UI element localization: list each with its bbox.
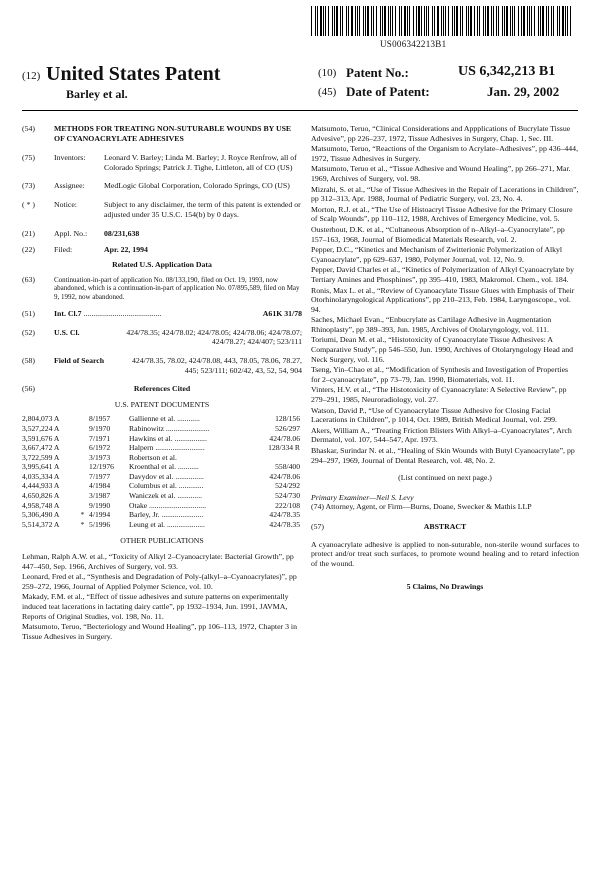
barcode-bar: [340, 6, 341, 36]
patent-inventor: Leung et al. ....................: [129, 519, 205, 529]
barcode-bar: [531, 6, 532, 36]
patent-date: Jan. 29, 2002: [487, 84, 560, 99]
barcode-bar: [527, 6, 528, 36]
barcode-bar: [342, 6, 343, 36]
patent-row: [22, 462, 302, 472]
related-heading: Related U.S. Application Data: [112, 260, 212, 270]
abstract-num: (57): [311, 521, 324, 531]
patent-row: [22, 434, 302, 444]
attorney: (74) Attorney, Agent, or Firm—Burns, Doane, Swecker & Mathis LLP: [311, 502, 532, 512]
field-56: (56) References Cited: [22, 384, 302, 394]
barcode-bar: [529, 6, 530, 36]
patent-class: [252, 453, 302, 463]
header-rule: [22, 110, 578, 111]
patent-class: 424/78.35: [269, 519, 300, 529]
barcode-bar: [376, 6, 377, 36]
publication-entry: Matsumoto, Teruo et al., “Tissue Adhesive and Wound Healing”, pp 266–271, Mar. 1969, Archives of Surgery, vol. 98.: [311, 164, 571, 183]
patent-row: [22, 414, 302, 424]
field-73: (73) Assignee: MedLogic Global Corporation, Colorado Springs, CO (US): [22, 181, 302, 191]
patent-flag: [80, 434, 89, 444]
publication-entry: Akers, William A., “Treating Friction Blisters With Alkyl–a–Cyanoacrylates”, Arch Dermatol, vol. 107, 544–547, Apr. 1973.: [311, 425, 572, 445]
patent-date: 3/1973: [89, 452, 111, 462]
barcode-bar: [392, 6, 393, 36]
patent-flag: [80, 462, 89, 472]
barcode-bar: [506, 6, 508, 36]
field-63: (63) Continuation-in-part of application No. 08/133,190, filed on Oct. 19, 1993, now abandoned, which is a continuation-in-part of application No. 07/895,589, filed on May 9, 1992, now abandoned.: [22, 276, 302, 301]
patent-inventor: Rabinowitz .......................: [129, 423, 210, 433]
barcode-bar: [567, 6, 568, 36]
inventors-short: Barley et al.: [66, 87, 128, 101]
barcode-bar: [460, 6, 461, 36]
barcode-bar: [538, 6, 539, 36]
tag-45: (45): [318, 86, 337, 98]
barcode-bar: [540, 6, 541, 36]
us-patents-heading: U.S. PATENT DOCUMENTS: [114, 399, 210, 409]
patent-number: 4,035,334 A: [22, 471, 60, 481]
patent-title: United States Patent: [46, 63, 221, 85]
barcode-bar: [432, 6, 433, 36]
field-22: (22) Filed: Apr. 22, 1994: [22, 245, 302, 255]
us-patent-table: [22, 414, 302, 529]
barcode-bar: [325, 6, 326, 36]
barcode-bar: [317, 6, 318, 36]
patent-flag: *: [80, 510, 85, 520]
patent-flag: [80, 491, 89, 501]
barcode-bar: [462, 6, 463, 36]
barcode-bar: [456, 6, 458, 36]
right-publications: [311, 124, 579, 465]
continuation-text: Continuation-in-part of application No. 08/133,190, filed on Oct. 19, 1993, now abandoned, which is a continuation-in-part of application No. 07/895,589, filed on May 9, 1992, now abandoned.: [54, 275, 300, 301]
barcode-bar: [452, 6, 453, 36]
us-cl: 424/78.35; 424/78.02; 424/78.05; 424/78.06; 424/78.07; 424/78.27; 424/407; 523/111: [126, 327, 302, 347]
patent-row: [22, 443, 302, 453]
patent-class: 222/108: [275, 500, 300, 510]
barcode-bar: [434, 6, 435, 36]
barcode-bar: [570, 6, 571, 36]
barcode-number: US006342213B1: [380, 39, 447, 49]
barcode-bar: [559, 6, 560, 36]
barcode-bar: [363, 6, 364, 36]
invention-title: METHODS FOR TREATING NON-SUTURABLE WOUNDS BY USE OF CYANOACRYLATE ADHESIVES: [54, 124, 292, 143]
barcode-bar: [428, 6, 429, 36]
barcode-bar: [502, 6, 503, 36]
barcode-bar: [371, 6, 372, 36]
patent-class: 424/78.35: [269, 510, 300, 520]
publication-entry: Makady, F.M. et al., “Effect of tissue adhesives and suture patterns on experimentally induced teat lacerations in lactating dairy cattle”, pp 1932–1934, Jun. 1991, JAVMA, Reports of Original Studies, vol. 198, No. 11.: [22, 592, 289, 621]
patent-number: 4,958,748 A: [22, 500, 60, 510]
field-75: (75) Inventors: Leonard V. Barley; Linda M. Barley; J. Royce Renfrow, all of Colorado Springs; Patrick J. Tighe, Littleton, all of CO (US): [22, 153, 302, 172]
inventors: Leonard V. Barley; Linda M. Barley; J. Royce Renfrow, all of Colorado Springs; Patrick J. Tighe, Littleton, all of CO (US): [104, 153, 297, 172]
patent-class: 524/292: [275, 481, 300, 491]
publication-entry: Bhaskar, Surindar N. et al., “Healing of Skin Wounds with Butyl Cyanoacrylate”, pp 294–297, 1969, Journal of Dental Research, vol. 48, No. 2.: [311, 446, 575, 465]
barcode-bar: [485, 6, 486, 36]
barcode: [311, 6, 576, 36]
barcode-bar: [365, 6, 366, 36]
abstract-text: A cyanoacrylate adhesive is applied to non-suturable, non-sterile wound surfaces to protect and/or treat such surfaces, to promote wound healing and to retard infection of the wound.: [311, 539, 579, 568]
patent-class: 128/156: [275, 414, 300, 424]
tag-10: (10): [318, 67, 337, 79]
barcode-bar: [493, 6, 494, 36]
barcode-bar: [510, 6, 511, 36]
claims-summary: 5 Claims, No Drawings: [406, 582, 484, 592]
patent-row: [22, 491, 302, 501]
barcode-bar: [401, 6, 402, 36]
barcode-bar: [491, 6, 492, 36]
barcode-bar: [470, 6, 472, 36]
publication-entry: Vinters, H.V. et al., “The Histotoxicity of Cyanoacrylate: A Selective Review”, pp 279–291, 1985, Neuroradiology, vol. 27.: [311, 385, 567, 405]
patent-date: 5/1996: [89, 519, 111, 529]
barcode-bar: [468, 6, 469, 36]
barcode-bar: [551, 6, 552, 36]
patent-number: 3,527,224 A: [22, 423, 60, 433]
patent-date: 7/1977: [89, 471, 111, 481]
publication-entry: Tseng, Yin–Chao et al., “Modification of Synthesis and Investigation of Properties for 2–cyanoacrylate”, pp 73–79, Jan. 1990, Biomaterials, vol. 11.: [311, 365, 569, 384]
barcode-bar: [404, 6, 406, 36]
publication-entry: Matsumoto, Teruo, “Reactions of the Organism to Acrylate–Adhesives”, pp 436–444, 1972, Tissue Adhesives in Surgery.: [311, 144, 579, 163]
publication-entry: Ronis, Max L. et al., “Review of Cyanoacylate Tissue Glues with Emphasis of Their Otorhinolaryngological Applications”, pp 210–213, Feb. 1984, Laryngoscope., vol. 94.: [311, 285, 575, 314]
barcode-bar: [504, 6, 505, 36]
barcode-bar: [534, 6, 535, 36]
barcode-bar: [514, 6, 515, 36]
barcode-bar: [441, 6, 442, 36]
patent-number: 4,444,933 A: [22, 481, 60, 491]
barcode-bar: [380, 6, 381, 36]
left-column: [22, 124, 302, 642]
barcode-bar: [424, 6, 425, 36]
barcode-bar: [548, 6, 549, 36]
barcode-bar: [477, 6, 478, 36]
notice: Subject to any disclaimer, the term of this patent is extended or adjusted under 35 U.S.C. 154(b) by 0 days.: [104, 199, 301, 219]
patent-date: 6/1972: [89, 443, 111, 453]
barcode-bar: [496, 6, 497, 36]
patent-row: [22, 520, 302, 530]
barcode-bar: [348, 6, 349, 36]
right-column: [311, 124, 579, 592]
field-21: (21) Appl. No.: 08/231,638: [22, 229, 302, 239]
patent-class: 128/334 R: [268, 443, 300, 453]
barcode-bar: [346, 6, 347, 36]
barcode-bar: [421, 6, 422, 36]
patent-flag: [80, 424, 89, 434]
patent-number: 3,667,472 A: [22, 443, 60, 453]
patent-inventor: Barley, Jr. ......................: [129, 510, 204, 520]
patent-number: 5,306,490 A: [22, 510, 60, 520]
barcode-bar: [395, 6, 396, 36]
field-52: (52) U.S. Cl. 424/78.35; 424/78.02; 424/78.05; 424/78.06; 424/78.07; 424/78.27; 424/407; 523/111: [22, 327, 302, 347]
barcode-bar: [557, 6, 558, 36]
barcode-bar: [448, 6, 449, 36]
patent-class: 424/78.06: [269, 471, 300, 481]
barcode-bar: [418, 6, 420, 36]
barcode-bar: [390, 6, 391, 36]
patent-number: 2,804,073 A: [22, 414, 60, 424]
barcode-bar: [445, 6, 446, 36]
patent-class: 526/297: [275, 423, 300, 433]
patent-inventor: Robertson et al.: [129, 452, 177, 462]
references-heading: References Cited: [133, 384, 191, 394]
patent-row: [22, 510, 302, 520]
patent-flag: *: [80, 519, 85, 529]
barcode-bar: [320, 6, 322, 36]
patent-date: 12/1976: [89, 462, 114, 472]
list-continued: (List continued on next page.): [398, 473, 492, 483]
field-notice: ( * ) Notice: Subject to any disclaimer, the term of this patent is extended or adjusted under 35 U.S.C. 154(b) by 0 days.: [22, 199, 301, 219]
patent-number: 3,995,641 A: [22, 462, 60, 472]
field-58: (58) Field of Search 424/78.35, 78.02, 424/78.08, 443, 78.05, 78.06, 78.27, 445; 523/111; 602/42, 43, 52, 54, 904: [22, 355, 302, 375]
patent-inventor: Otake ..............................: [129, 500, 206, 510]
patent-flag: [80, 414, 89, 424]
patent-row: [22, 472, 302, 482]
barcode-bar: [518, 6, 519, 36]
patent-date: 4/1994: [89, 510, 111, 520]
assignee: MedLogic Global Corporation, Colorado Springs, CO (US): [104, 181, 290, 191]
barcode-bar: [498, 6, 499, 36]
barcode-bar: [466, 6, 467, 36]
publication-entry: Mizrahi, S. et al., “Use of Tissue Adhesives in the Repair of Lacerations in Children”, pp 312–313, Apr. 1988, Journal of Pediatric Surgery, vol. 23, No. 4.: [311, 184, 579, 204]
barcode-bar: [357, 6, 358, 36]
patent-inventor: Davydov et al. ...............: [129, 471, 204, 481]
publication-entry: Morton, R.J. et al., “The Use of Histoacryl Tissue Adhesive for the Primary Closure of Scalp Wounds”, pp 110–112, 1988, Archives of Emergency Medicine, vol. 5.: [311, 204, 573, 224]
barcode-bar: [413, 6, 414, 36]
patent-class: 558/400: [275, 462, 300, 472]
abstract-heading: ABSTRACT: [423, 521, 467, 531]
filed-date: Apr. 22, 1994: [104, 244, 148, 254]
patent-no: US 6,342,213 B1: [458, 64, 556, 79]
field-54: (54) METHODS FOR TREATING NON-SUTURABLE WOUNDS BY USE OF CYANOACRYLATE ADHESIVES: [22, 124, 302, 143]
barcode-bar: [328, 6, 329, 36]
barcode-bar: [359, 6, 360, 36]
date-label: Date of Patent:: [346, 84, 430, 99]
patent-inventor: Columbus et al. .............: [129, 481, 204, 491]
tag-12: (12): [22, 70, 41, 82]
barcode-bar: [437, 6, 439, 36]
barcode-bar: [443, 6, 444, 36]
barcode-bar: [382, 6, 383, 36]
barcode-bar: [355, 6, 356, 36]
patent-class: 424/78.06: [269, 433, 300, 443]
left-publications: [22, 552, 302, 641]
publication-entry: Pepper, David Charles et al., “Kinetics of Polymerization of Alkyl Cyanoacrylate by Tertiary Amines and Phosphines”, pp 395–410, 1983, Makromol. Chem., vol. 184.: [311, 265, 574, 284]
patent-date: 3/1987: [89, 491, 111, 501]
barcode-bar: [367, 6, 369, 36]
barcode-bar: [351, 6, 353, 36]
barcode-bar: [407, 6, 408, 36]
patent-inventor: Waniczek et al. .............: [129, 491, 202, 501]
patent-inventor: Gallienne et al. ............: [129, 414, 200, 424]
barcode-bar: [542, 6, 544, 36]
patent-row: [22, 453, 302, 463]
patent-row: [22, 424, 302, 434]
publication-entry: Leonard, Fred et al., “Synthesis and Degradation of Poly-(alkyl–a–Cyanoacrylates)”, pp 259–272, 1966, Journal of Applied Polymer Science, vol. 10.: [22, 572, 297, 591]
publication-entry: Lehman, Ralph A.W. et al., “Toxicity of Alkyl 2–Cyanoacrylate: Bacterial Growth”, pp 447–450, Sep. 1966, Archives of Surgery, vol. 93.: [22, 552, 294, 571]
barcode-bar: [332, 6, 333, 36]
barcode-bar: [565, 6, 566, 36]
patent-number: 3,722,599 A: [22, 452, 60, 462]
barcode-bar: [384, 6, 386, 36]
publication-entry: Watson, David P., “Use of Cyanoacrylate Tissue Adhesive for Closing Facial Lacerations in Children”, p 1014, Oct. 1989, British Medical Journal, vol. 299.: [311, 405, 557, 425]
publication-entry: Matsumoto, Teruo, “Becteriology and Wound Healing”, pp 106–113, 1972, Chapter 3 in Tissue Adhesives in Surgery.: [22, 622, 297, 641]
patent-number: 3,591,676 A: [22, 433, 60, 443]
barcode-bar: [523, 6, 525, 36]
barcode-bar: [373, 6, 374, 36]
publication-entry: Pepper, D.C., “Kinetics and Mechanism of Zwitterionic Polymerization of Alkyl Cyanoacrylate”, pp 629–637, 1980, Polymer Journal, vol. 12, No. 9.: [311, 245, 563, 264]
barcode-bar: [315, 6, 316, 36]
barcode-bar: [474, 6, 475, 36]
patent-flag: [80, 472, 89, 482]
barcode-bar: [562, 6, 564, 36]
patent-class: 524/730: [275, 491, 300, 501]
appl-no: 08/231,638: [104, 229, 140, 239]
barcode-bar: [546, 6, 547, 36]
patent-flag: [80, 501, 89, 511]
barcode-bar: [416, 6, 417, 36]
barcode-bar: [521, 6, 522, 36]
patent-flag: [80, 481, 89, 491]
publication-entry: Saches, Michael Evan., “Enbucrylate as Cartilage Adhesive in Augmentation Rhinoplasty”, pp 389–393, Jun. 1985, Archives of Otolaryngology, vol. 111.: [311, 315, 552, 334]
field-of-search: 424/78.35, 78.02, 424/78.08, 443, 78.05, 78.06, 78.27, 445; 523/111; 602/42, 43, 52, 54, 904: [131, 355, 302, 375]
patent-date: 7/1971: [89, 433, 111, 443]
publication-entry: Toriumi, Dean M. et al., “Histotoxicity of Cyanoacrylate Tissue Adhesives: A Comparative Study”, pp 546–550, Jun. 1990, Archives of Otolaryngology Head and Neck Surgery, vol. 116.: [311, 335, 574, 364]
barcode-bar: [512, 6, 513, 36]
patent-inventor: Kroenthal et al. ...........: [129, 462, 199, 472]
patent-date: 4/1984: [89, 481, 111, 491]
patent-row: [22, 501, 302, 511]
barcode-bar: [426, 6, 427, 36]
abstract-heading-row: [311, 522, 579, 532]
publication-entry: Ousterhout, D.K. et al., “Cultaneous Absorption of n–Alkyl–a–Cyanocrylate”, pp 157–163, 1968, Journal of Biomedical Materials Research, vol. 2.: [311, 224, 565, 244]
barcode-bar: [334, 6, 335, 36]
barcode-bar: [409, 6, 410, 36]
primary-examiner: Primary Examiner—Neil S. Levy: [311, 492, 414, 502]
patent-no-label: Patent No.:: [346, 65, 409, 80]
patent-number: 5,514,372 A: [22, 519, 60, 529]
patent-date: 9/1970: [89, 423, 111, 433]
publication-entry: Matsumoto, Teruo, “Clinical Considerations and Appplications of Bucrylate Tissue Advesive”, pp 226–237, 1972, Tissue Adhesives in Surgery, Chap. 1, Sec. III.: [311, 124, 571, 143]
patent-flag: [80, 443, 89, 453]
barcode-bar: [399, 6, 400, 36]
barcode-bar: [479, 6, 480, 36]
field-51: (51) Int. Cl.7 ........................................ A61K 31/78: [22, 309, 302, 319]
barcode-bar: [388, 6, 389, 36]
other-publications-heading: OTHER PUBLICATIONS: [120, 536, 204, 546]
barcode-bar: [311, 6, 312, 36]
patent-number: 4,650,826 A: [22, 491, 60, 501]
barcode-bar: [336, 6, 338, 36]
barcode-bar: [454, 6, 455, 36]
patent-row: [22, 481, 302, 491]
barcode-bar: [553, 6, 554, 36]
patent-date: 9/1990: [89, 500, 111, 510]
barcode-bar: [483, 6, 484, 36]
int-cl: A61K 31/78: [262, 309, 302, 319]
barcode-bar: [323, 6, 324, 36]
patent-date: 8/1957: [89, 414, 111, 424]
patent-flag: [80, 453, 89, 463]
barcode-bar: [487, 6, 489, 36]
patent-inventor: Halpern ..........................: [129, 443, 205, 453]
patent-inventor: Hawkins et al. .................: [129, 433, 207, 443]
